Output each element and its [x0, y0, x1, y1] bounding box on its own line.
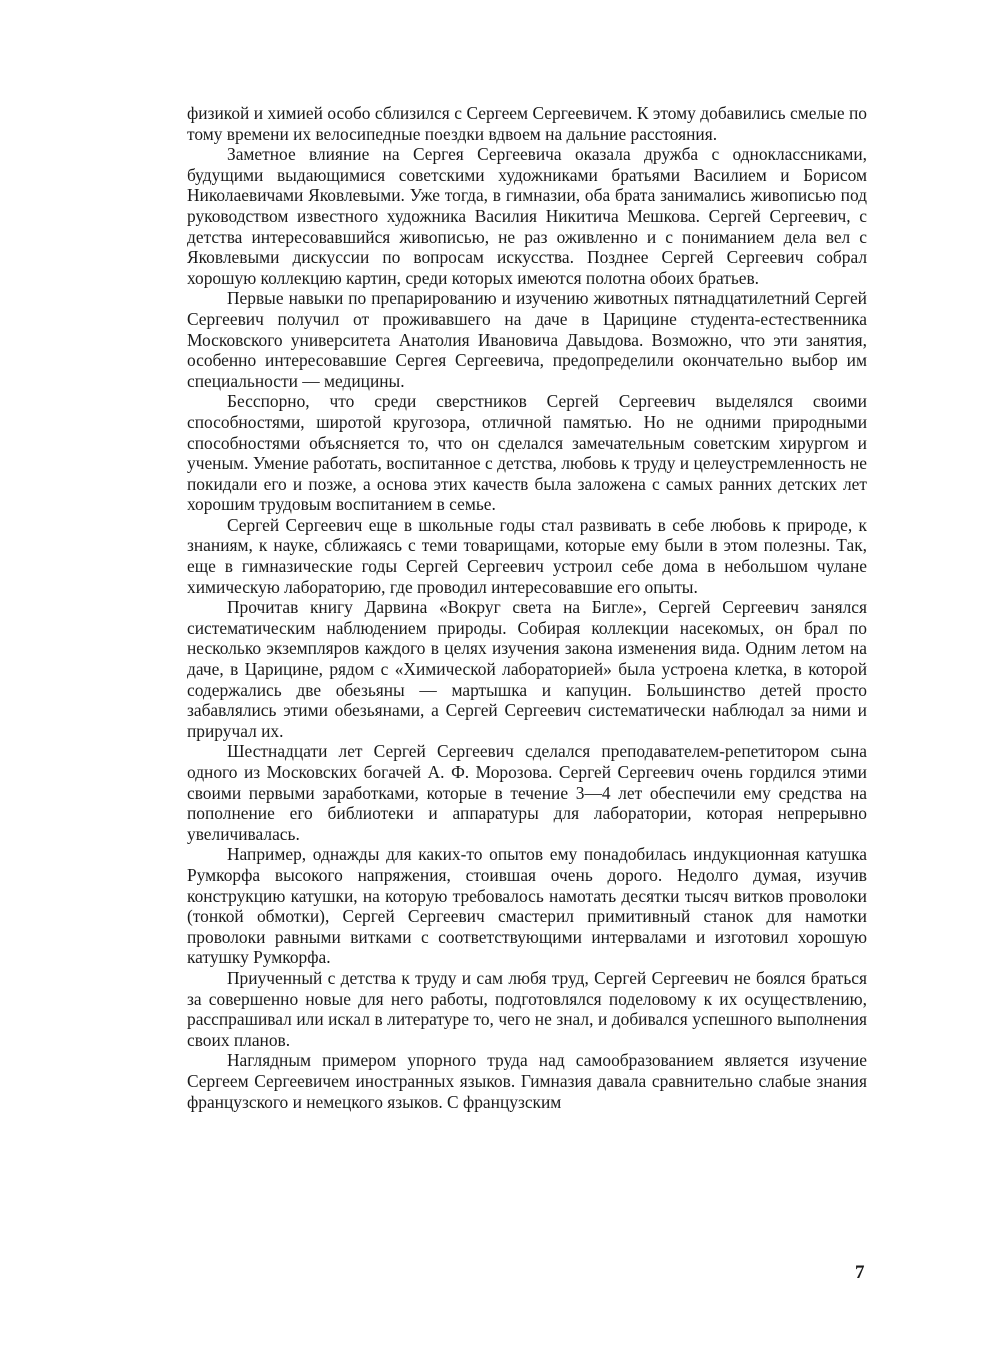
paragraph-10: Наглядным примером упорного труда над самообразованием является изучение Сергеем Сергеевичем иностранных языков. Гимназия давала сравнительно слабые знания французского и немецкого языков. С французским: [187, 1050, 867, 1112]
page-number: 7: [855, 1262, 865, 1283]
page-body: [187, 103, 867, 1112]
paragraph-7: Шестнадцати лет Сергей Сергеевич сделался преподавателем-репетитором сына одного из Московских богачей А. Ф. Морозова. Сергей Сергеевич очень гордился этими своими первыми заработками, которые в течение 3—4 лет обеспечили ему средства на пополнение его библиотеки и аппаратуры для лаборатории, которая непрерывно увеличивалась.: [187, 741, 867, 844]
paragraph-9: Приученный с детства к труду и сам любя труд, Сергей Сергеевич не боялся браться за совершенно новые для него работы, подготовлялся поделовому к их осуществлению, расспрашивал или искал в литературе то, чего не знал, и добивался успешного выполнения своих планов.: [187, 967, 867, 1050]
paragraph-3: Первые навыки по препарированию и изучению животных пятнадцатилетний Сергей Сергеевич получил от проживавшего на даче в Царицине студента-естественника Московского университета Анатолия Ивановича Давыдова. Возможно, что эти занятия, особенно интересовавшие Сергея Сергеевича, предопределили окончательно выбор им специальности — медицины.: [187, 288, 867, 391]
paragraph-2: Заметное влияние на Сергея Сергеевича оказала дружба с одноклассниками, будущими выдающимися советскими художниками братьями Василием и Борисом Николаевичами Яковлевыми. Уже тогда, в гимназии, оба брата занимались живописью под руководством известного художника Василия Никитича Мешкова. Сергей Сергеевич, с детства интересовавшийся живописью, не раз оживленно и с пониманием дела вел с Яковлевыми дискуссии по вопросам искусства. Позднее Сергей Сергеевич собрал хорошую коллекцию картин, среди которых имеются полотна обоих братьев.: [187, 144, 867, 288]
paragraph-8: Например, однажды для каких-то опытов ему понадобилась индукционная катушка Румкорфа высокого напряжения, стоившая очень дорого. Недолго думая, изучив конструкцию катушки, на которую требовалось намотать десятки тысяч витков проволоки (тонкой обмотки), Сергей Сергеевич смастерил примитивный станок для намотки проволоки равными витками с соответствующими интервалами и изготовил хорошую катушку Румкорфа.: [187, 844, 867, 968]
paragraph-6: Прочитав книгу Дарвина «Вокруг света на Бигле», Сергей Сергеевич занялся систематическим наблюдением природы. Собирая коллекции насекомых, он брал по несколько экземпляров каждого в целях изучения закона изменения вида. Одним летом на даче, в Царицине, рядом с «Химической лабораторией» была устроена клетка, в которой содержались две обезьяны — мартышка и капуцин. Большинство детей просто забавлялись этими обезьянами, а Сергей Сергеевич систематически наблюдал за ними и приручал их.: [187, 597, 867, 741]
paragraph-5: Сергей Сергеевич еще в школьные годы стал развивать в себе любовь к природе, к знаниям, к науке, сближаясь с теми товарищами, которые ему были в этом полезны. Так, еще в гимназические годы Сергей Сергеевич устроил себе дома в небольшом чулане химическую лабораторию, где проводил интересовавшие его опыты.: [187, 514, 867, 597]
paragraph-1: физикой и химией особо сблизился с Сергеем Сергеевичем. К этому добавились смелые по тому времени их велосипедные поездки вдвоем на дальние расстояния.: [187, 103, 867, 144]
paragraph-4: Бесспорно, что среди сверстников Сергей Сергеевич выделялся своими способностями, широтой кругозора, отличной памятью. Но не одними природными способностями объясняется то, что он сделался замечательным советским хирургом и ученым. Умение работать, воспитанное с детства, любовь к труду и целеустремленность не покидали его и позже, а основа этих качеств была заложена с самых ранних детских лет хорошим трудовым воспитанием в семье.: [187, 391, 867, 515]
